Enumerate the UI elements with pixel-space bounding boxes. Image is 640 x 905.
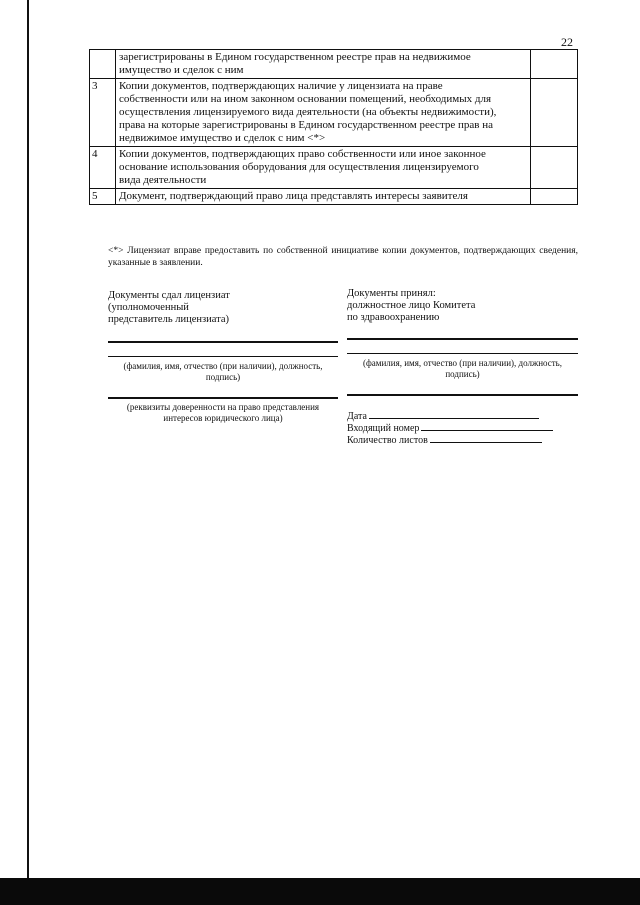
row-mark-cell bbox=[531, 147, 578, 189]
submitter-caption: (фамилия, имя, отчество (при наличии), должность, подпись) bbox=[123, 361, 323, 382]
table-row bbox=[90, 147, 578, 189]
row-text: Документ, подтверждающий право лица представлять интересы заявителя bbox=[116, 189, 531, 205]
receiver-extra-line bbox=[347, 394, 578, 396]
power-of-attorney-line bbox=[108, 397, 338, 399]
row-mark-cell bbox=[531, 50, 578, 79]
row-text: Копии документов, подтверждающих право собственности или иное законное основание использования оборудования для осуществления лицензируемого вида деятельности bbox=[116, 147, 531, 189]
submitter-heading: Документы сдал лицензиат (уполномоченный представитель лицензиата) bbox=[108, 290, 230, 325]
incoming-number-blank bbox=[421, 421, 553, 431]
submitter-signature-line bbox=[108, 341, 338, 343]
date-blank bbox=[369, 409, 539, 419]
documents-table bbox=[89, 49, 578, 205]
footnote: <*> Лицензиат вправе предоставить по собственной инициативе копии документов, подтверждающих сведения, указанные в заявлении. bbox=[108, 246, 578, 268]
row-number bbox=[90, 50, 116, 79]
table-row bbox=[90, 189, 578, 205]
receiver-signature-line bbox=[347, 338, 578, 340]
submitter-name-line bbox=[108, 356, 338, 357]
row-number: 3 bbox=[90, 79, 116, 147]
power-of-attorney-caption: (реквизиты доверенности на право представления интересов юридического лица) bbox=[126, 402, 320, 423]
row-number: 4 bbox=[90, 147, 116, 189]
receiver-heading: Документы принял: должностное лицо Комитета по здравоохранению bbox=[347, 288, 476, 323]
row-text: Копии документов, подтверждающих наличие у лицензиата на праве собственности или на ином законном основании помещений, необходимых для осуществления лицензируемого вида деятельности (на объекты недвижимости), права на которые зарегистрированы в Едином государственном реестре прав на недвижимое имущество и сделок с ним <*> bbox=[116, 79, 531, 147]
page-number: 22 bbox=[561, 35, 573, 49]
scan-edge-left bbox=[27, 0, 29, 880]
incoming-number-label: Входящий номер bbox=[347, 423, 420, 434]
sheet-count-field bbox=[347, 433, 542, 447]
scan-edge-bottom bbox=[0, 878, 640, 905]
row-text: зарегистрированы в Едином государственном реестре прав на недвижимое имущество и сделок с ним bbox=[116, 50, 531, 79]
row-number: 5 bbox=[90, 189, 116, 205]
receiver-caption: (фамилия, имя, отчество (при наличии), должность, подпись) bbox=[362, 358, 563, 379]
sheet-count-blank bbox=[430, 433, 542, 443]
table-row bbox=[90, 50, 578, 79]
row-mark-cell bbox=[531, 79, 578, 147]
table-row bbox=[90, 79, 578, 147]
row-mark-cell bbox=[531, 189, 578, 205]
date-label: Дата bbox=[347, 411, 367, 422]
receiver-name-line bbox=[347, 353, 578, 354]
sheet-count-label: Количество листов bbox=[347, 435, 428, 446]
